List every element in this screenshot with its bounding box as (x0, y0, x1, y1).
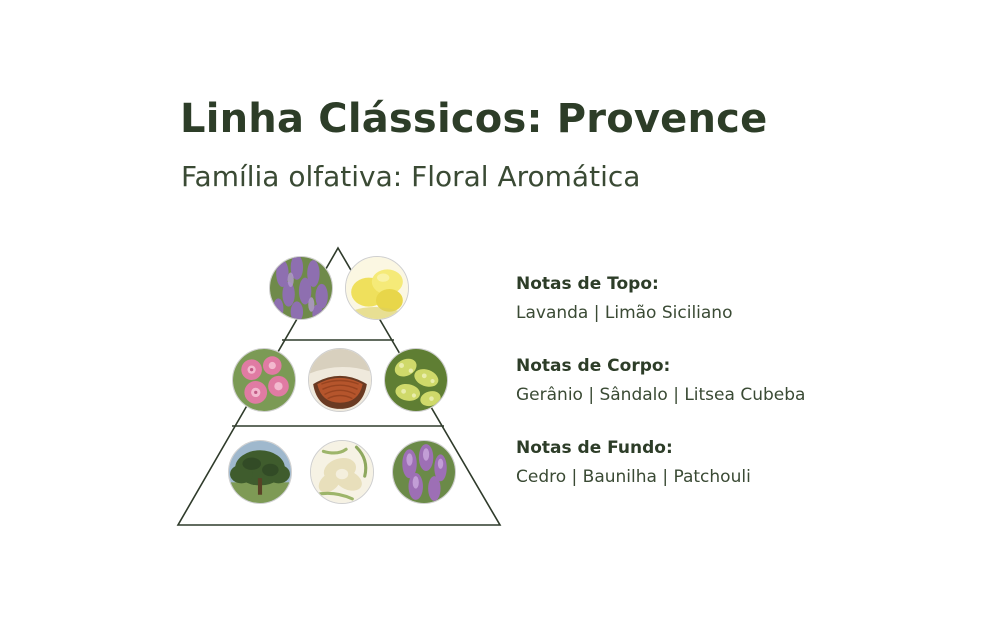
geranium-icon (233, 349, 295, 411)
note-value-corpo: Gerânio | Sândalo | Litsea Cubeba (516, 384, 806, 405)
note-block-corpo (516, 354, 936, 408)
note-value-topo: Lavanda | Limão Siciliano (516, 302, 733, 323)
page-subtitle: Família olfativa: Floral Aromática (181, 160, 641, 193)
vanilla-icon (311, 441, 373, 503)
note-label-fundo: Notas de Fundo: (516, 438, 673, 459)
notes-list (516, 272, 936, 490)
note-block-topo (516, 272, 936, 326)
litsea-cubeba-photo (384, 348, 448, 412)
lemons-photo (345, 256, 409, 320)
cedar-tree-photo (228, 440, 292, 504)
vanilla-flower-photo (310, 440, 374, 504)
patchouli-plant-photo (392, 440, 456, 504)
patchouli-icon (393, 441, 455, 503)
lemon-icon (346, 257, 408, 319)
note-value-fundo: Cedro | Baunilha | Patchouli (516, 466, 751, 487)
sandalwood-icon (309, 349, 371, 411)
note-block-fundo (516, 436, 936, 490)
litsea-icon (385, 349, 447, 411)
sandalwood-shavings-photo (308, 348, 372, 412)
note-label-corpo: Notas de Corpo: (516, 356, 671, 377)
lavender-flowers-photo (269, 256, 333, 320)
note-label-topo: Notas de Topo: (516, 274, 659, 294)
olfactory-pyramid (170, 240, 520, 540)
cedar-icon (229, 441, 291, 503)
lavender-icon (270, 257, 332, 319)
geranium-flowers-photo (232, 348, 296, 412)
page-title: Linha Clássicos: Provence (180, 96, 768, 142)
